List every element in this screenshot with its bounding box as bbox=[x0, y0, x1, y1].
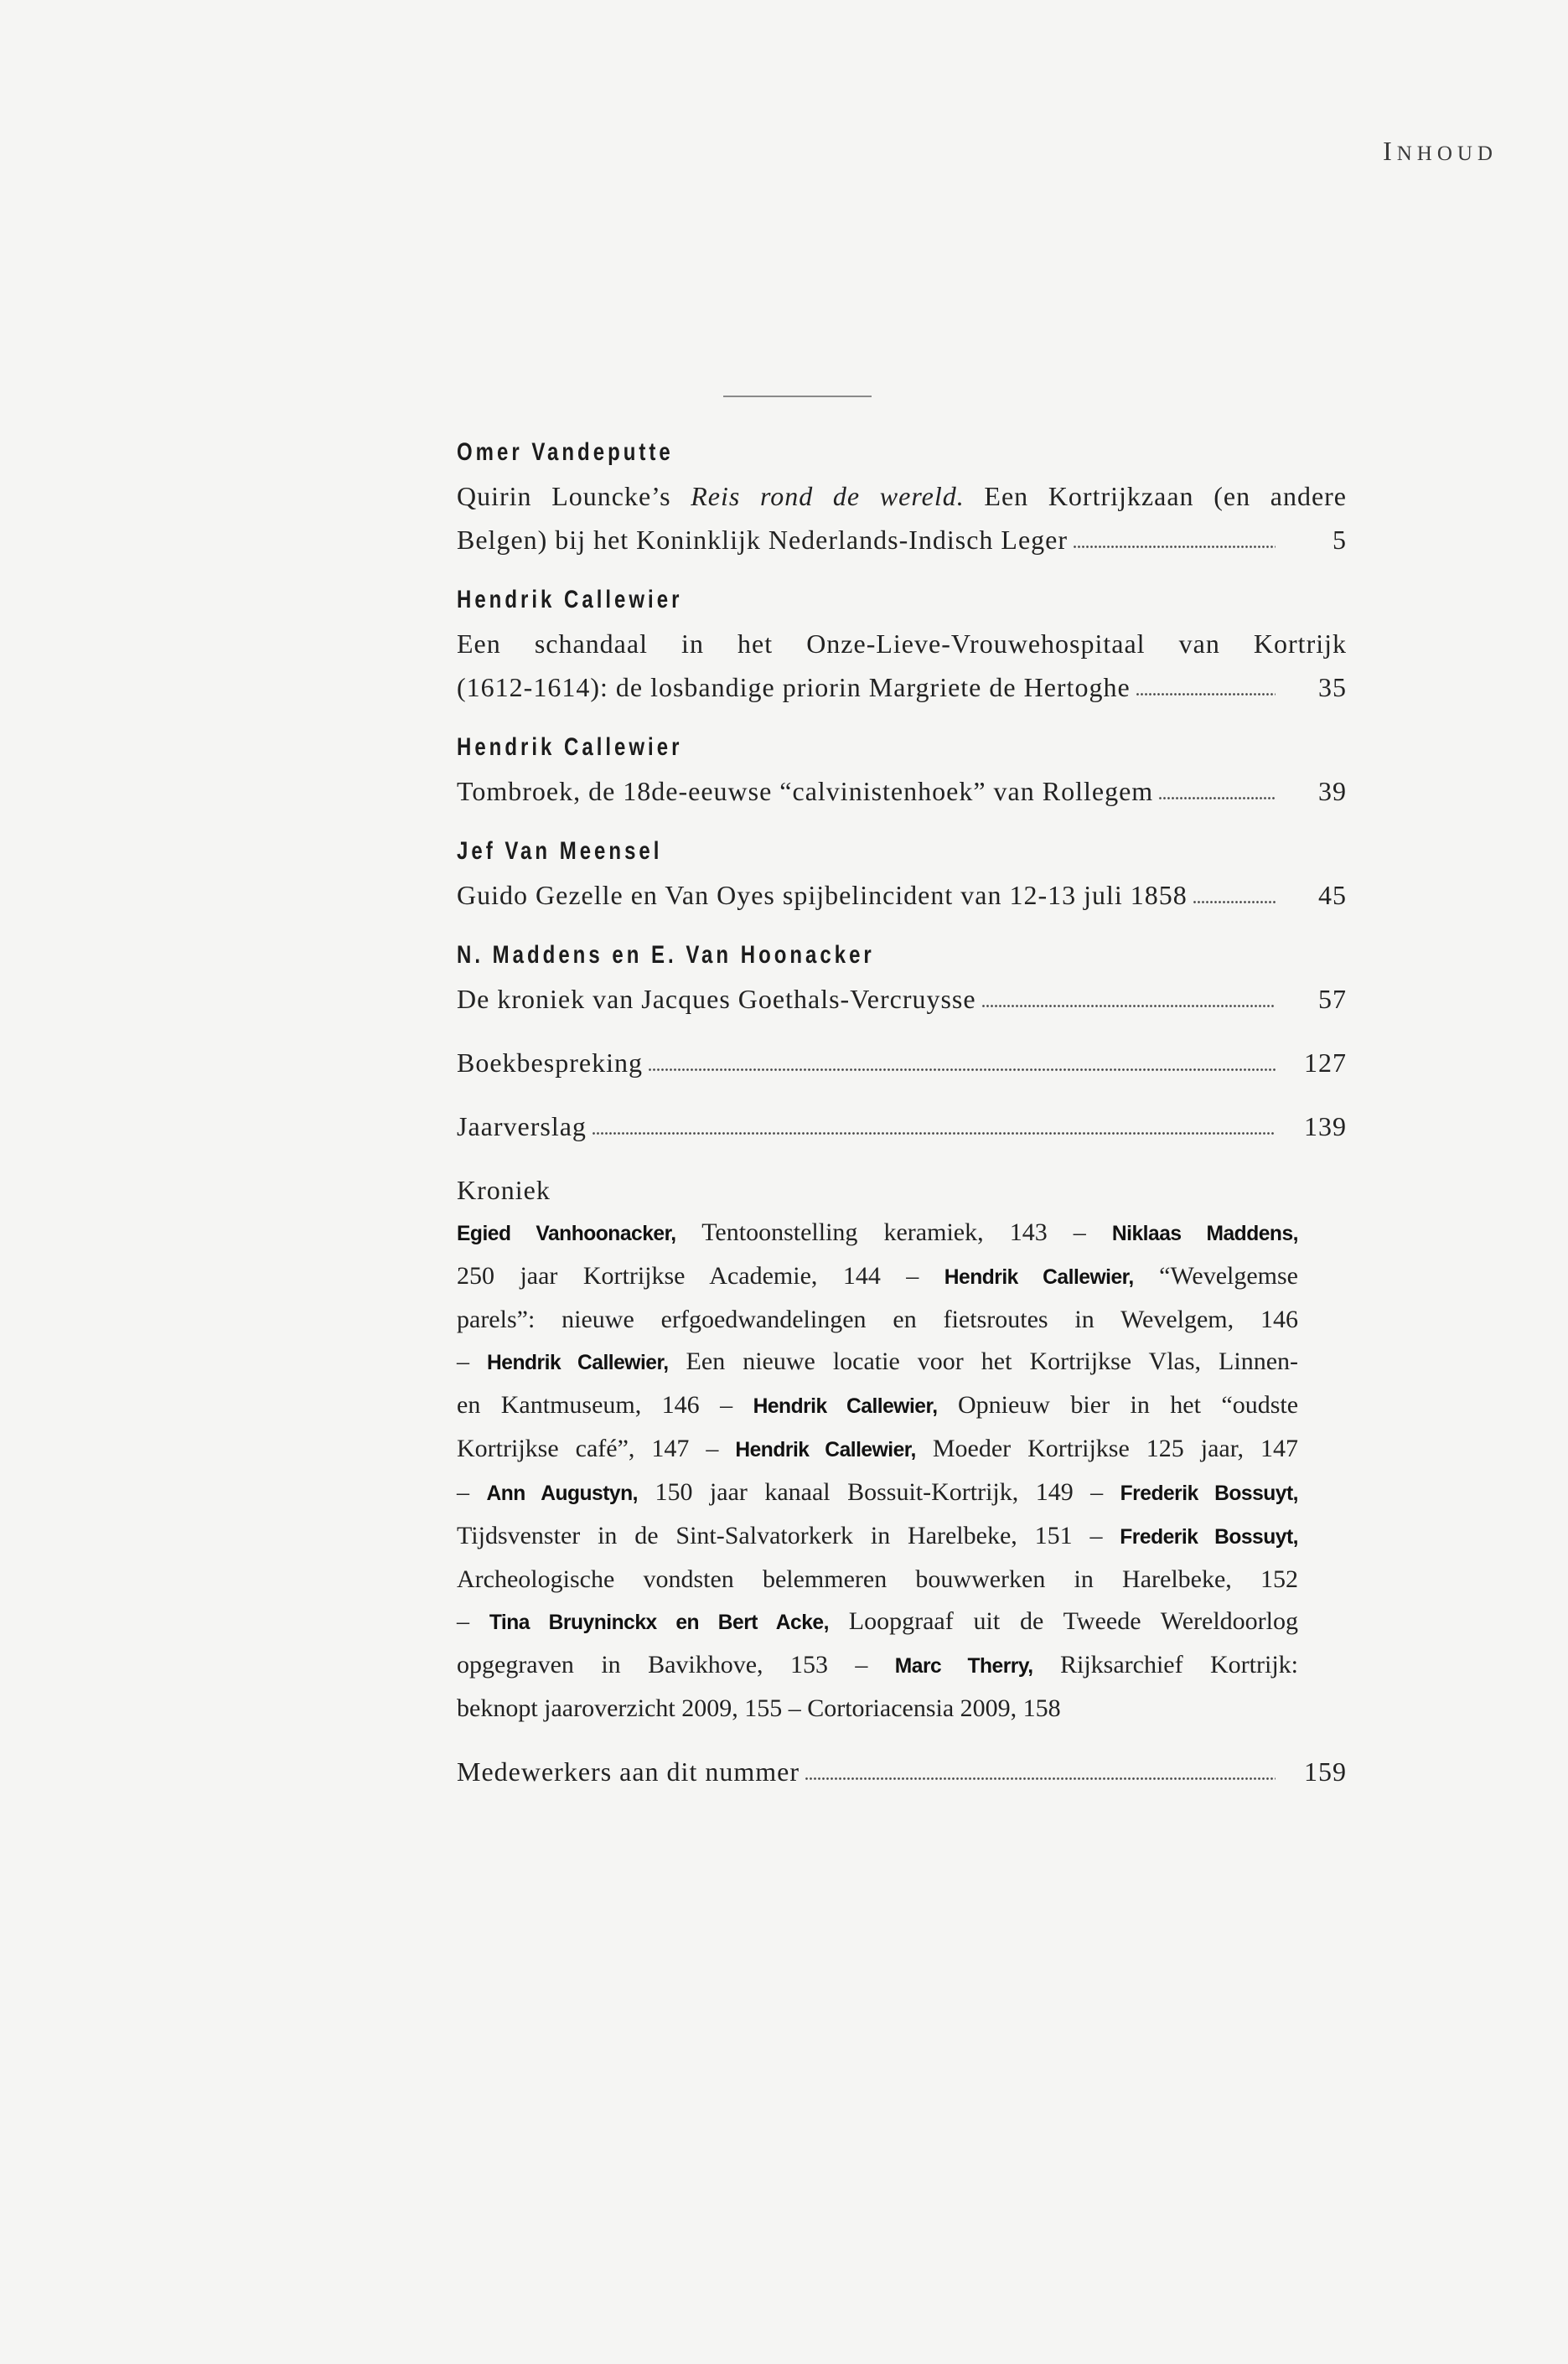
author-name: Hendrik Callewier bbox=[457, 586, 683, 613]
kroniek-line bbox=[457, 1559, 1298, 1601]
dot-leader bbox=[1073, 545, 1276, 549]
toc-title-line bbox=[457, 769, 1347, 813]
kroniek-heading: Kroniek bbox=[457, 1175, 551, 1205]
author-name: Hendrik Callewier, bbox=[487, 1352, 669, 1374]
dot-leader bbox=[805, 1777, 1276, 1781]
toc-author bbox=[457, 578, 1347, 622]
author-name: Niklaas Maddens, bbox=[1111, 1223, 1298, 1245]
item-text: Tentoonstelling keramiek, 143 – bbox=[675, 1218, 1112, 1246]
title-text: Guido Gezelle en Van Oyes spijbelincident van 12-13 juli 1858 bbox=[457, 880, 1188, 910]
title-text: Quirin Louncke’s bbox=[457, 481, 691, 511]
item-text: parels”: nieuwe erfgoedwandelingen en fietsroutes in Wevelgem, 146 bbox=[457, 1306, 1298, 1333]
author-name: Jef Van Meensel bbox=[457, 837, 663, 865]
dot-leader bbox=[648, 1068, 1276, 1072]
author-name: Egied Vanhoonacker, bbox=[457, 1223, 676, 1245]
item-text: 150 jaar kanaal Bossuit-Kortrijk, 149 – bbox=[638, 1478, 1120, 1506]
toc-author bbox=[457, 431, 1347, 474]
item-text: Loopgraaf uit de Tweede Wereldoorlog bbox=[828, 1607, 1298, 1635]
page-number: 139 bbox=[1304, 1111, 1347, 1141]
toc-entry bbox=[457, 934, 1347, 1021]
toc-title-line bbox=[457, 474, 1347, 518]
section-title-text: Boekbespreking bbox=[457, 1048, 643, 1078]
toc-author bbox=[457, 830, 1347, 873]
kroniek-line bbox=[457, 1601, 1298, 1644]
toc-title-line bbox=[457, 665, 1347, 709]
item-text: Rijksarchief Kortrijk: bbox=[1032, 1651, 1299, 1679]
kroniek-paragraph bbox=[457, 1212, 1298, 1730]
title-text: Een schandaal in het Onze-Lieve-Vrouwehospitaal van Kortrijk bbox=[457, 629, 1347, 659]
author-name: Hendrik Callewier, bbox=[944, 1266, 1134, 1289]
toc-title-line bbox=[457, 873, 1347, 917]
divider bbox=[723, 396, 872, 397]
author-name: Ann Augustyn, bbox=[486, 1482, 638, 1505]
item-text: Kortrijkse café”, 147 – bbox=[457, 1435, 736, 1462]
item-text: “Wevelgemse bbox=[1133, 1262, 1298, 1290]
item-text: 250 jaar Kortrijkse Academie, 144 – bbox=[457, 1262, 944, 1290]
toc-entry bbox=[457, 431, 1347, 561]
page-number: 127 bbox=[1304, 1048, 1347, 1078]
title-text: (1612-1614): de losbandige priorin Margriete de Hertoghe bbox=[457, 672, 1131, 702]
author-name: Frederik Bossuyt, bbox=[1120, 1526, 1299, 1549]
toc-author bbox=[457, 726, 1347, 769]
item-text: – bbox=[457, 1478, 487, 1506]
table-of-contents bbox=[457, 431, 1347, 1793]
item-text: – bbox=[457, 1348, 488, 1375]
item-text: Een nieuwe locatie voor het Kortrijkse Vlas, Linnen- bbox=[668, 1348, 1299, 1375]
kroniek-line bbox=[457, 1341, 1298, 1384]
item-text: en Kantmuseum, 146 – bbox=[457, 1391, 753, 1419]
page-number: 5 bbox=[1333, 525, 1347, 555]
page-number: 159 bbox=[1304, 1756, 1347, 1787]
dot-leader bbox=[981, 1004, 1276, 1008]
item-text: Archeologische vondsten belemmeren bouwwerken in Harelbeke, 152 bbox=[457, 1565, 1298, 1593]
kroniek-line bbox=[457, 1384, 1298, 1428]
dot-leader bbox=[592, 1131, 1276, 1135]
author-name: Hendrik Callewier, bbox=[735, 1439, 916, 1461]
dot-leader bbox=[1193, 900, 1276, 904]
author-name: Hendrik Callewier, bbox=[753, 1395, 938, 1418]
page-number: 39 bbox=[1318, 776, 1347, 806]
page-number: 45 bbox=[1318, 880, 1347, 910]
title-text: Belgen) bij het Koninklijk Nederlands-Indisch Leger bbox=[457, 525, 1069, 555]
author-name: N. Maddens en E. Van Hoonacker bbox=[457, 941, 875, 969]
toc-entry-jaarverslag bbox=[457, 1104, 1347, 1148]
item-text: opgegraven in Bavikhove, 153 – bbox=[457, 1651, 895, 1679]
title-text: Een Kortrijkzaan (en andere bbox=[964, 481, 1348, 511]
author-name: Omer Vandeputte bbox=[457, 438, 674, 466]
kroniek-line bbox=[457, 1212, 1298, 1255]
title-text: De kroniek van Jacques Goethals-Vercruysse bbox=[457, 984, 976, 1014]
kroniek-line bbox=[457, 1644, 1298, 1688]
kroniek-line bbox=[457, 1688, 1298, 1730]
author-name: Hendrik Callewier bbox=[457, 733, 683, 761]
toc-title-line bbox=[457, 518, 1347, 561]
item-text: beknopt jaaroverzicht 2009, 155 – Cortoriacensia 2009, 158 bbox=[457, 1694, 1061, 1722]
kroniek-line bbox=[457, 1428, 1298, 1472]
toc-entry bbox=[457, 578, 1347, 709]
toc-entry bbox=[457, 726, 1347, 813]
author-name: Frederik Bossuyt, bbox=[1120, 1482, 1299, 1505]
item-text: Tijdsvenster in de Sint-Salvatorkerk in Harelbeke, 151 – bbox=[457, 1522, 1120, 1549]
kroniek-line bbox=[457, 1472, 1298, 1515]
page-number: 57 bbox=[1318, 984, 1347, 1014]
kroniek-line bbox=[457, 1299, 1298, 1341]
item-text: Opnieuw bier in het “oudste bbox=[937, 1391, 1299, 1419]
toc-title-line bbox=[457, 977, 1347, 1021]
toc-entry-contributors bbox=[457, 1750, 1347, 1793]
item-text: – bbox=[457, 1607, 489, 1635]
section-title-text: Medewerkers aan dit nummer bbox=[457, 1756, 800, 1787]
section-title: INHOUD bbox=[1383, 136, 1498, 166]
dot-leader bbox=[1158, 796, 1276, 800]
title-text: Tombroek, de 18de-eeuwse “calvinistenhoek” van Rollegem bbox=[457, 776, 1154, 806]
dot-leader bbox=[1136, 692, 1276, 696]
toc-entry bbox=[457, 830, 1347, 917]
toc-entry-boekbespreking bbox=[457, 1041, 1347, 1084]
author-name: Tina Bruyninckx en Bert Acke, bbox=[489, 1611, 829, 1634]
author-name: Marc Therry, bbox=[894, 1655, 1033, 1678]
section-title-text: Jaarverslag bbox=[457, 1111, 587, 1141]
page-number: 35 bbox=[1318, 672, 1347, 702]
kroniek-line bbox=[457, 1515, 1298, 1559]
toc-author bbox=[457, 934, 1347, 977]
kroniek-line bbox=[457, 1255, 1298, 1299]
toc-title-line bbox=[457, 622, 1347, 665]
item-text: Moeder Kortrijkse 125 jaar, 147 bbox=[915, 1435, 1298, 1462]
title-italic-text: Reis rond de wereld. bbox=[691, 481, 965, 511]
